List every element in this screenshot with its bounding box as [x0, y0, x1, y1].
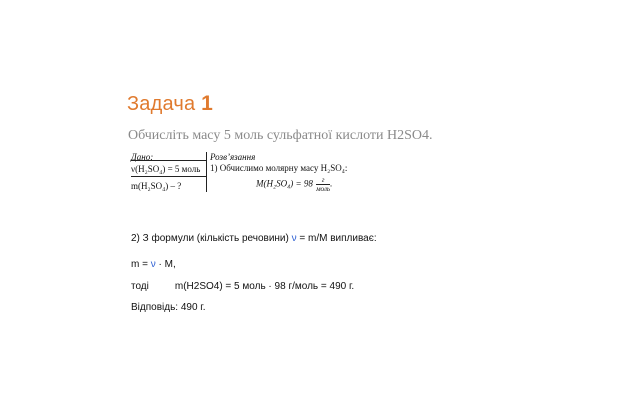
- solution-step1: 1) Обчислимо молярну масу H₂SO₄:: [210, 163, 348, 173]
- step2-before: 2) З формули (кількість речовини): [131, 233, 289, 244]
- step2-after: = m/M випливає:: [299, 233, 377, 244]
- nu-symbol-formula: ν: [150, 259, 156, 270]
- unit-numerator: г: [321, 176, 325, 184]
- unit-denominator: моль: [316, 185, 331, 193]
- given-divider-top: [131, 160, 206, 161]
- formula-after: · M,: [155, 259, 176, 270]
- title-number: 1: [201, 92, 213, 115]
- calculation-line: [131, 281, 354, 292]
- molar-mass-formula: [256, 176, 332, 193]
- calculation-expression: m(H2SO4) = 5 моль · 98 г/моль = 490 г.: [174, 281, 355, 292]
- given-solution-block: [131, 150, 361, 198]
- solution-heading: Розв’язання: [210, 152, 256, 162]
- slide-title: [127, 92, 213, 116]
- unit-fraction: [316, 176, 333, 193]
- nu-symbol: ν: [291, 233, 297, 244]
- end-dot: .: [330, 178, 333, 189]
- todi-word: тоді: [131, 281, 149, 292]
- given-divider-bottom: [131, 176, 206, 177]
- formula-line: [131, 259, 176, 270]
- molar-mass-expression: M(H₂SO₄) = 98: [256, 178, 313, 189]
- formula-before: m =: [131, 259, 151, 270]
- given-unknown: m(H₂SO₄) – ?: [131, 181, 182, 191]
- given-heading: Дано:: [131, 152, 154, 162]
- given-vertical-divider: [206, 152, 207, 192]
- task-statement: Обчисліть масу 5 моль сульфатної кислоти H2SO4.: [128, 128, 433, 143]
- answer-line: Відповідь: 490 г.: [131, 302, 206, 313]
- solution-step2: [131, 233, 377, 244]
- title-word: Задача: [127, 93, 196, 115]
- given-amount: ν(H₂SO₄) = 5 моль: [131, 164, 201, 174]
